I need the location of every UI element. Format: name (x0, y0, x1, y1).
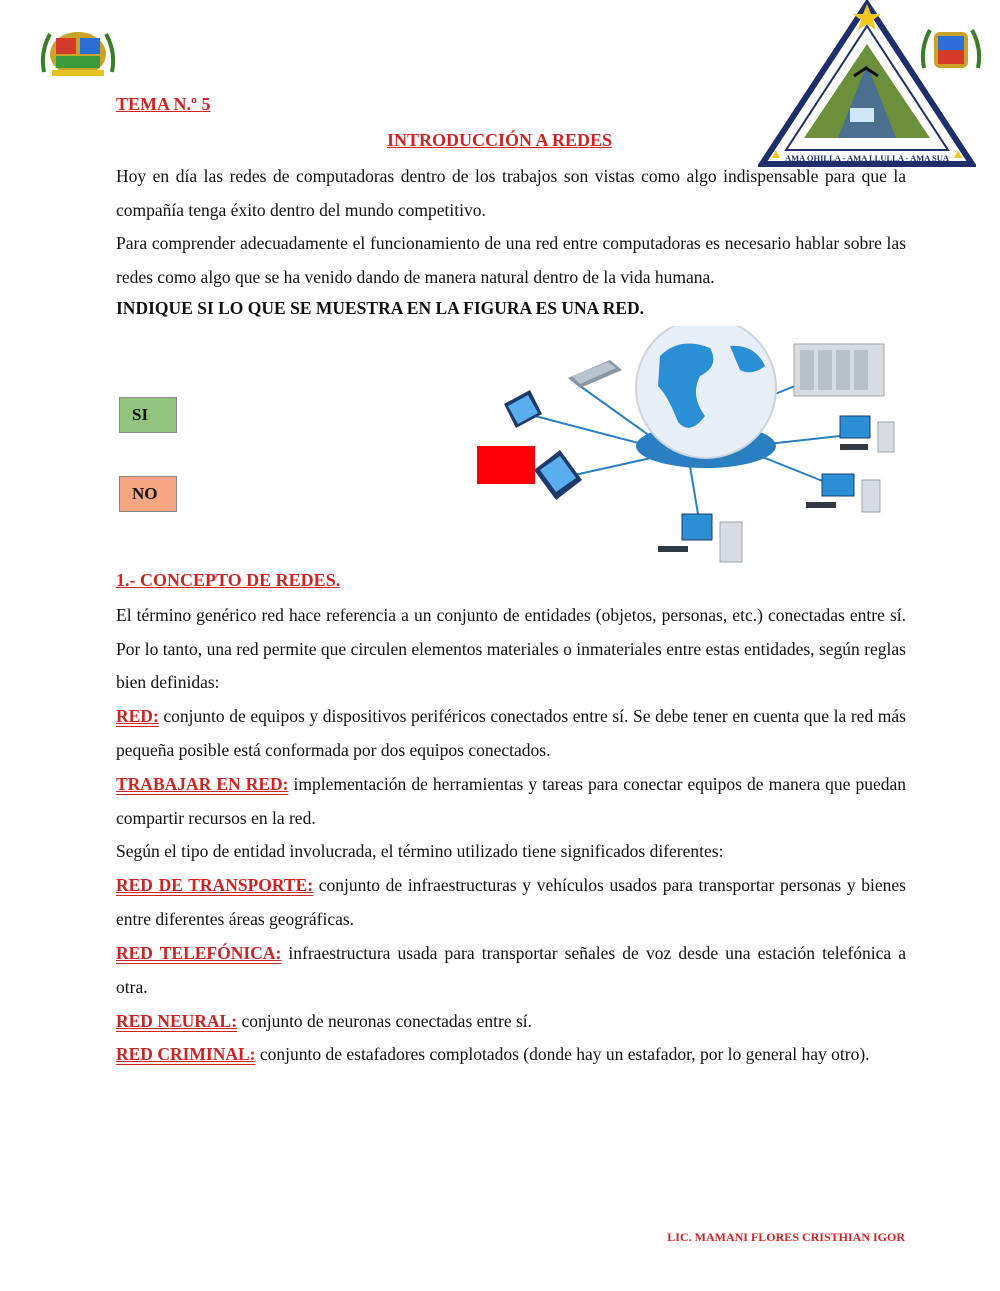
topic-number: TEMA N.º 5 (116, 94, 211, 114)
definition-neural-text: conjunto de neuronas conectadas entre sí. (237, 1011, 533, 1031)
scanner-icon (568, 360, 622, 388)
definition-telefonica (116, 937, 906, 1004)
definition-trabajar-text: implementación de herramientas y tareas para conectar equipos de manera que puedan compartir recursos en la red. (116, 774, 907, 828)
laptop-icon (534, 450, 582, 500)
desktop-computer-icon (658, 514, 742, 562)
intro-paragraph-1: Hoy en día las redes de computadoras dentro de los trabajos son vistas como algo indispensable para que la compañía tenga éxito dentro del mundo competitivo. (116, 166, 906, 220)
seal-motto: AMA QHILLA - AMA LLULLA - AMA SUA (784, 153, 950, 163)
term-trabajar-en-red: TRABAJAR EN RED: (116, 774, 289, 794)
footer-author: LIC. MAMANI FLORES CRISTHIAN IGOR (667, 1230, 905, 1244)
concept-paragraph: El término genérico red hace referencia a un conjunto de entidades (objetos, personas, etc.) conectadas entre sí. Por lo tanto, una red permite que circulen elementos materiales o inmateriales entre estas entidades, según reglas bien definidas: (116, 605, 906, 693)
question-prompt: INDIQUE SI LO QUE SE MUESTRA EN LA FIGURA ES UNA RED. (116, 298, 645, 318)
term-red-de-transporte: RED DE TRANSPORTE: (116, 875, 314, 895)
page-title: INTRODUCCIÓN A REDES (387, 130, 613, 150)
definition-criminal (116, 1038, 906, 1072)
definition-red (116, 700, 906, 767)
left-logo-crest (38, 24, 118, 82)
network-illustration (490, 326, 910, 572)
definition-red-text: conjunto de equipos y dispositivos periféricos conectados entre sí. Se debe tener en cuenta que la red más pequeña posible está conformada por dos equipos conectados. (116, 706, 906, 760)
section-heading: 1.- CONCEPTO DE REDES. (116, 570, 341, 590)
answer-si-button[interactable]: SI (119, 397, 177, 433)
segun-paragraph: Según el tipo de entidad involucrada, el término utilizado tiene significados diferentes: (116, 841, 724, 861)
drop-target-box[interactable] (477, 446, 535, 484)
intro-paragraph-2: Para comprender adecuadamente el funcionamiento de una red entre computadoras es necesario hablar sobre las redes como algo que se ha venido dando de manera natural dentro de la vida humana. (116, 233, 906, 287)
desktop-computer-icon (840, 416, 894, 452)
definition-telefonica-text: infraestructura usada para transportar señales de voz desde una estación telefónica a otra. (116, 943, 906, 997)
term-red-criminal: RED CRIMINAL: (116, 1044, 256, 1064)
term-red-telefonica: RED TELEFÓNICA: (116, 943, 282, 963)
definition-transporte-text: conjunto de infraestructuras y vehículos usados para transportar personas y bienes entre diferentes áreas geográficas. (116, 875, 906, 929)
answer-no-button[interactable]: NO (119, 476, 177, 512)
term-red-neural: RED NEURAL: (116, 1011, 238, 1031)
definition-criminal-text: conjunto de estafadores complotados (donde hay un estafador, por lo general hay otro). (255, 1044, 870, 1064)
server-icon (794, 344, 884, 396)
right-logo-crest (918, 22, 984, 78)
definition-transporte (116, 869, 906, 936)
laptop-icon (504, 390, 542, 428)
globe-icon (636, 326, 776, 458)
definition-trabajar (116, 768, 906, 835)
definition-neural (116, 1005, 906, 1039)
term-red: RED: (116, 706, 159, 726)
